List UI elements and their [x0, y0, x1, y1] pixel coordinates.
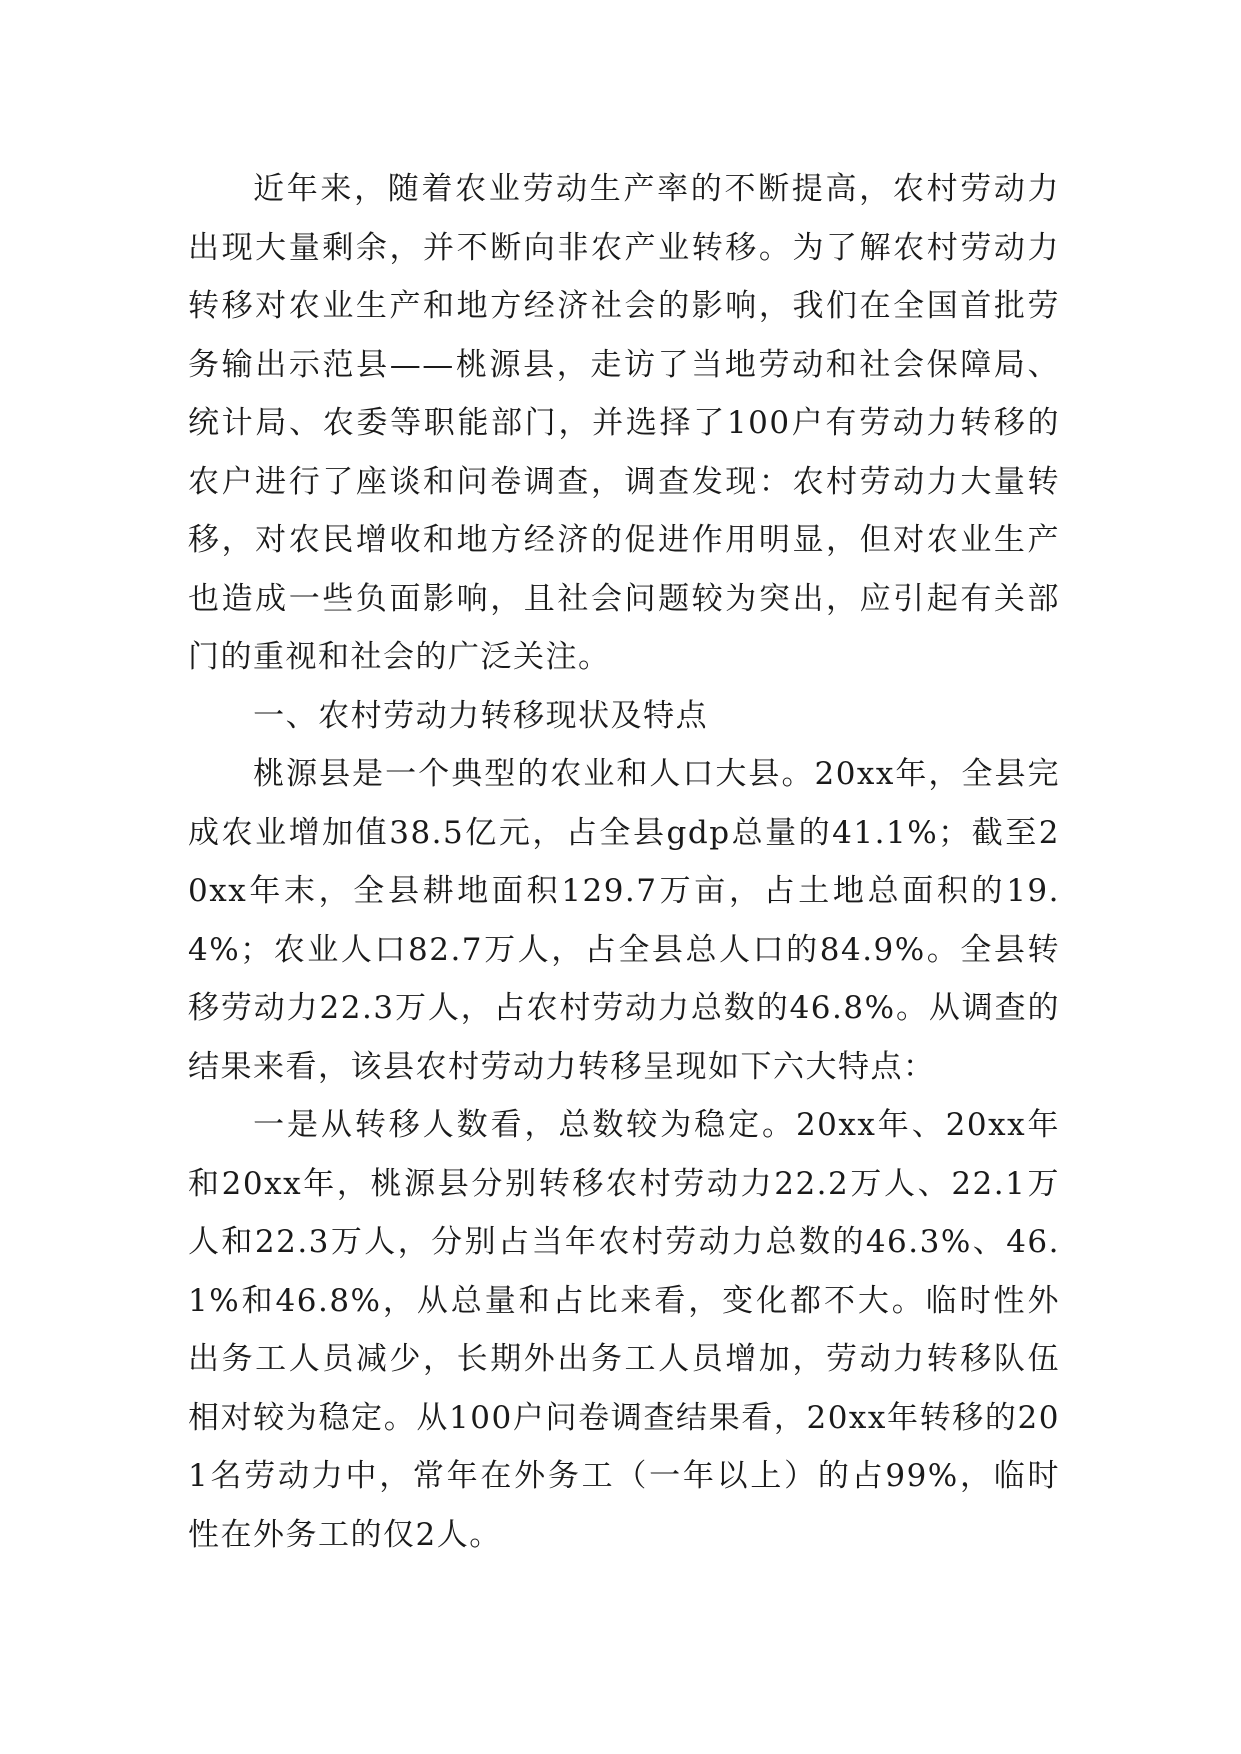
section-heading: 一、农村劳动力转移现状及特点	[253, 697, 709, 734]
intro-paragraph: 近年来，随着农业劳动生产率的不断提高，农村劳动力出现大量剩余，并不断向非农产业转移。为了解农村劳动力转移对农业生产和地方经济社会的影响，我们在全国首批劳务输出示范县——桃源县，走访了当地劳动和社会保障局、统计局、农委等职能部门，并选择了100户有劳动力转移的农户进行了座谈和问卷调查，调查发现：农村劳动力大量转移，对农民增收和地方经济的促进作用明显，但对农业生产也造成一些负面影响，且社会问题较为突出，应引起有关部门的重视和社会的广泛关注。	[188, 171, 1060, 675]
feature-one-paragraph: 一是从转移人数看，总数较为稳定。20xx年、20xx年和20xx年，桃源县分别转移农村劳动力22.2万人、22.1万人和22.3万人，分别占当年农村劳动力总数的46.3%、46.1%和46.8%，从总量和占比来看，变化都不大。临时性外出务工人员减少，长期外出务工人员增加，劳动力转移队伍相对较为稳定。从100户问卷调查结果看，20xx年转移的201名劳动力中，常年在外务工（一年以上）的占99%，临时性在外务工的仅2人。	[188, 1107, 1060, 1553]
document-body	[188, 160, 1060, 1564]
county-overview-paragraph: 桃源县是一个典型的农业和人口大县。20xx年，全县完成农业增加值38.5亿元，占全县gdp总量的41.1%；截至20xx年末，全县耕地面积129.7万亩，占土地总面积的19.4%；农业人口82.7万人，占全县总人口的84.9%。全县转移劳动力22.3万人，占农村劳动力总数的46.8%。从调查的结果来看，该县农村劳动力转移呈现如下六大特点：	[188, 756, 1060, 1085]
